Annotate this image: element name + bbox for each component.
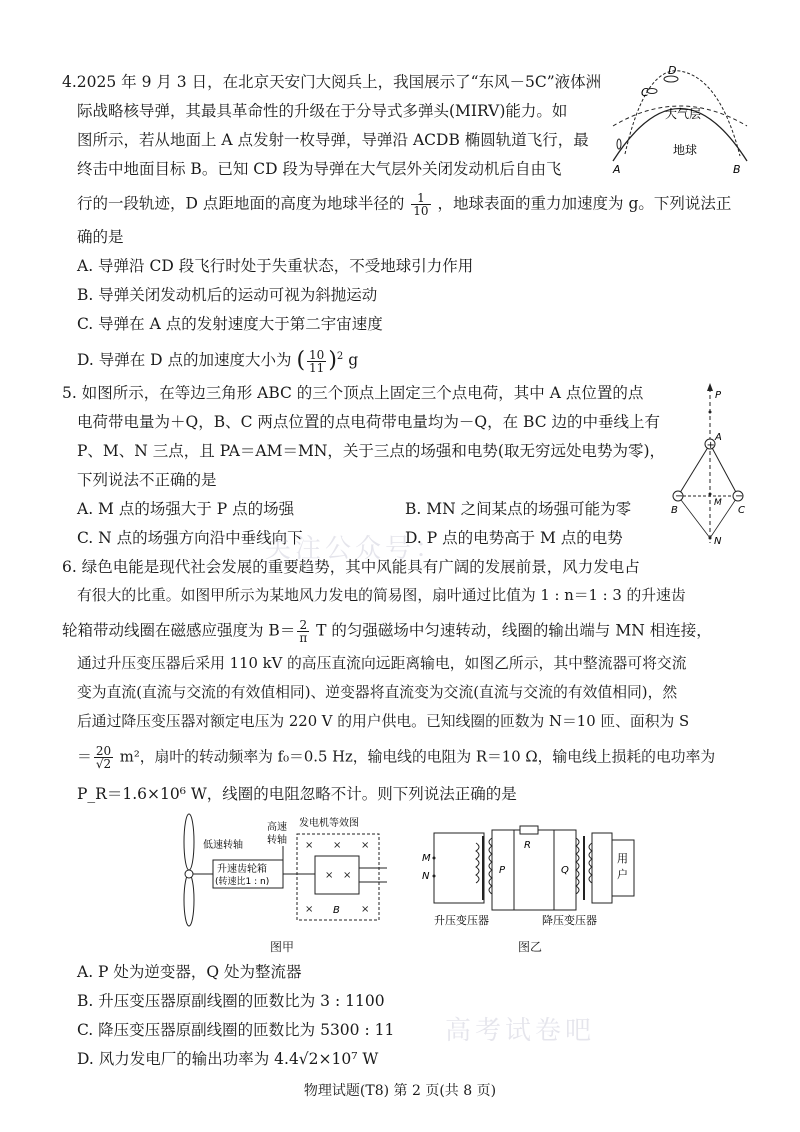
label-r: R [524, 840, 531, 851]
minus-sign-c: − [735, 491, 744, 502]
step-up-label: 升压变压器 [434, 914, 489, 927]
q4-option-a: A. 导弹沿 CD 段飞行时处于失重状态，不受地球引力作用 [77, 257, 474, 275]
q6-b-den: π [299, 631, 308, 645]
high-shaft-label-1: 高速 [267, 822, 287, 833]
q4-line-5-text-a: 行的一段轨迹，D 点距地面的高度为地球半径的 [77, 194, 405, 213]
q6-line-3-text-b: T 的匀强磁场中匀速转动，线圈的输出端与 MN 相连接， [311, 621, 712, 640]
label-m: M [714, 498, 722, 508]
q4-option-d-text: D. 导弹在 D 点的加速度大小为 [77, 351, 292, 370]
q6-line-5: 变为直流(直流与交流的有效值相同)、逆变器将直流变为交流(直流与交流的有效值相同)，然 [77, 684, 678, 701]
label-p: P [499, 865, 506, 876]
svg-text:×: × [361, 904, 370, 915]
blade-top-icon [184, 814, 194, 870]
svg-text:×: × [333, 840, 342, 851]
q6-option-b: B. 升压变压器原副线圈的匝数比为 3 : 1100 [77, 992, 385, 1010]
q6-figure-b [420, 818, 640, 930]
resistor-icon [520, 826, 538, 834]
q4-orbit-figure [605, 66, 755, 181]
label-n: N [714, 536, 722, 547]
q6-line-4: 通过升压变压器后采用 110 kV 的高压直流向远距离输电，如图乙所示，其中整流器可将交流 [77, 655, 687, 672]
q5-line-1: 5. 如图所示，在等边三角形 ABC 的三个顶点上固定三个点电荷，其中 A 点位置的点 [62, 384, 644, 402]
q4-line-1: 4.2025 年 9 月 3 日，在北京天安门大阅兵上，我国展示了“东风－5C”液体洲 [62, 73, 602, 91]
svg-text:×: × [305, 904, 314, 915]
high-shaft-label-2: 转轴 [267, 835, 287, 846]
gearbox-label-1: 升速齿轮箱 [217, 864, 267, 875]
label-m: M [422, 853, 431, 864]
q4-option-d-num: 10 [309, 347, 325, 362]
point-m [709, 493, 712, 496]
q4-option-c: C. 导弹在 A 点的发射速度大于第二宇宙速度 [77, 315, 383, 333]
watermark-top: 关注公众号： [265, 534, 446, 564]
q6-line-7-text-a: ＝ [77, 748, 92, 766]
figure-b-caption: 图乙 [518, 940, 543, 954]
missile-launch-icon [617, 139, 621, 149]
q4-fraction [411, 192, 430, 217]
q4-option-d-g: g [348, 351, 359, 370]
label-a: A [613, 163, 621, 176]
gearbox-label-2: (转速比1 : n) [215, 877, 270, 887]
triangle-side-ac [710, 444, 738, 496]
step-up-primary-coil [476, 843, 479, 883]
page-footer: 物理试题(T8) 第 2 页(共 8 页) [303, 1083, 497, 1099]
q6-line-7-text-b: m²，扇叶的转动频率为 f₀＝0.5 Hz，输电线的电阻为 R＝10 Ω，输电线上损耗的电功率为 [115, 748, 716, 766]
label-b: B [671, 505, 678, 516]
coil-box [315, 856, 359, 894]
q6-s-den: √2 [95, 757, 112, 771]
q4-line-5-text-b: ，地球表面的重力加速度为 g。下列说法正 [437, 194, 732, 213]
q5-option-c: C. N 点的场强方向沿中垂线向下 [77, 529, 303, 547]
svg-text:×: × [343, 870, 352, 881]
q5-option-d: D. P 点的电势高于 M 点的电势 [405, 529, 623, 547]
q4-option-d-den: 11 [309, 360, 325, 375]
q4-option-d-fraction [307, 349, 326, 374]
figure-a-caption: 图甲 [270, 940, 295, 954]
label-atmosphere: 大气层 [665, 107, 702, 121]
user-label-2: 户 [617, 868, 628, 881]
q5-charge-figure [668, 378, 763, 548]
user-label-1: 用 [617, 852, 628, 865]
q4-option-b: B. 导弹关闭发动机后的运动可视为斜抛运动 [77, 286, 378, 304]
plus-sign: + [706, 440, 715, 451]
step-down-frame [592, 833, 612, 903]
svg-text:×: × [305, 840, 314, 851]
q4-fraction-num: 1 [411, 192, 430, 205]
q4-line-5 [77, 192, 731, 217]
q6-line-7 [77, 745, 715, 770]
label-c: C [738, 505, 745, 516]
q5-line-3: P、M、N 三点，且 PA＝AM＝MN，关于三点的场强和电势(取无穷远处电势为零)， [77, 442, 666, 460]
q6-line-6: 后通过降压变压器对额定电压为 220 V 的用户供电。已知线圈的匝数为 N＝10 匝、面积为 S [77, 713, 690, 730]
q6-line-8: P_R＝1.6×10⁶ W，线圈的电阻忽略不计。则下列说法正确的是 [77, 785, 517, 803]
step-down-label: 降压变压器 [542, 914, 597, 927]
q4-line-4: 终击中地面目标 B。已知 CD 段为导弹在大气层外关闭发动机后自由飞 [77, 160, 562, 178]
label-p: P [715, 390, 722, 401]
minus-sign-b: − [675, 491, 684, 502]
label-q: Q [561, 865, 569, 876]
point-p [709, 411, 712, 414]
label-c: C [641, 86, 649, 99]
q6-line-2: 有很大的比重。如图甲所示为某地风力发电的简易图，扇叶通过比值为 1 : n＝1 : 3 的升速齿 [77, 587, 686, 604]
svg-text:×: × [325, 870, 334, 881]
q6-option-a: A. P 处为逆变器，Q 处为整流器 [77, 963, 302, 981]
terminal-m [433, 857, 436, 860]
label-earth: 地球 [673, 143, 698, 157]
q6-option-d: D. 风力发电厂的输出功率为 4.4√2×10⁷ W [77, 1050, 379, 1068]
hub-icon [185, 870, 193, 878]
blade-bottom-icon [184, 874, 194, 926]
terminal-n [433, 875, 436, 878]
q6-line-1: 6. 绿色电能是现代社会发展的重要趋势，其中风能具有广阔的发展前景，风力发电占 [62, 558, 640, 576]
q4-line-2: 际战略核导弹，其最具革命性的升级在于分导式多弹头(MIRV)能力。如 [77, 102, 568, 120]
generator-label: 发电机等效图 [299, 818, 359, 829]
q6-b-fraction [297, 619, 309, 644]
q4-option-d: D. 导弹在 D 点的加速度大小为 ( $\frac{10}{11}$ )$^2$ g [77, 347, 359, 375]
q6-s-fraction [94, 745, 113, 770]
label-d: D [668, 66, 677, 77]
q6-line-3-text-a: 轮箱带动线圈在磁感应强度为 B＝ [62, 621, 296, 640]
q6-option-c: C. 降压变压器原副线圈的匝数比为 5300 : 11 [77, 1021, 395, 1039]
q6-s-num: 20 [95, 744, 112, 758]
q5-option-a: A. M 点的场强大于 P 点的场强 [77, 500, 295, 518]
line-bn [678, 496, 710, 538]
watermark-bottom: 高考试卷吧 [445, 1016, 596, 1046]
low-shaft-label: 低速转轴 [203, 840, 243, 851]
label-b-field: B [333, 905, 340, 916]
svg-text:×: × [361, 840, 370, 851]
q5-line-4: 下列说法不正确的是 [77, 471, 217, 489]
q6-b-num: 2 [297, 619, 309, 632]
label-b: B [733, 163, 741, 176]
label-n: N [422, 871, 430, 882]
q5-option-b: B. MN 之间某点的场强可能为零 [405, 500, 632, 518]
q4-line-3: 图所示，若从地面上 A 点发射一枚导弹，导弹沿 ACDB 椭圆轨道飞行，最 [77, 131, 589, 149]
q5-line-2: 电荷带电量为＋Q，B、C 两点位置的点电荷带电量均为－Q，在 BC 边的中垂线上有 [77, 413, 660, 431]
q4-fraction-den: 10 [413, 204, 429, 218]
q4-line-6: 确的是 [77, 228, 124, 246]
q6-figure-a [175, 812, 390, 932]
q6-line-3 [62, 619, 712, 644]
label-a: A [715, 432, 722, 443]
triangle-side-ab [678, 444, 710, 496]
point-n [709, 537, 712, 540]
arrow-up-icon [707, 383, 713, 391]
